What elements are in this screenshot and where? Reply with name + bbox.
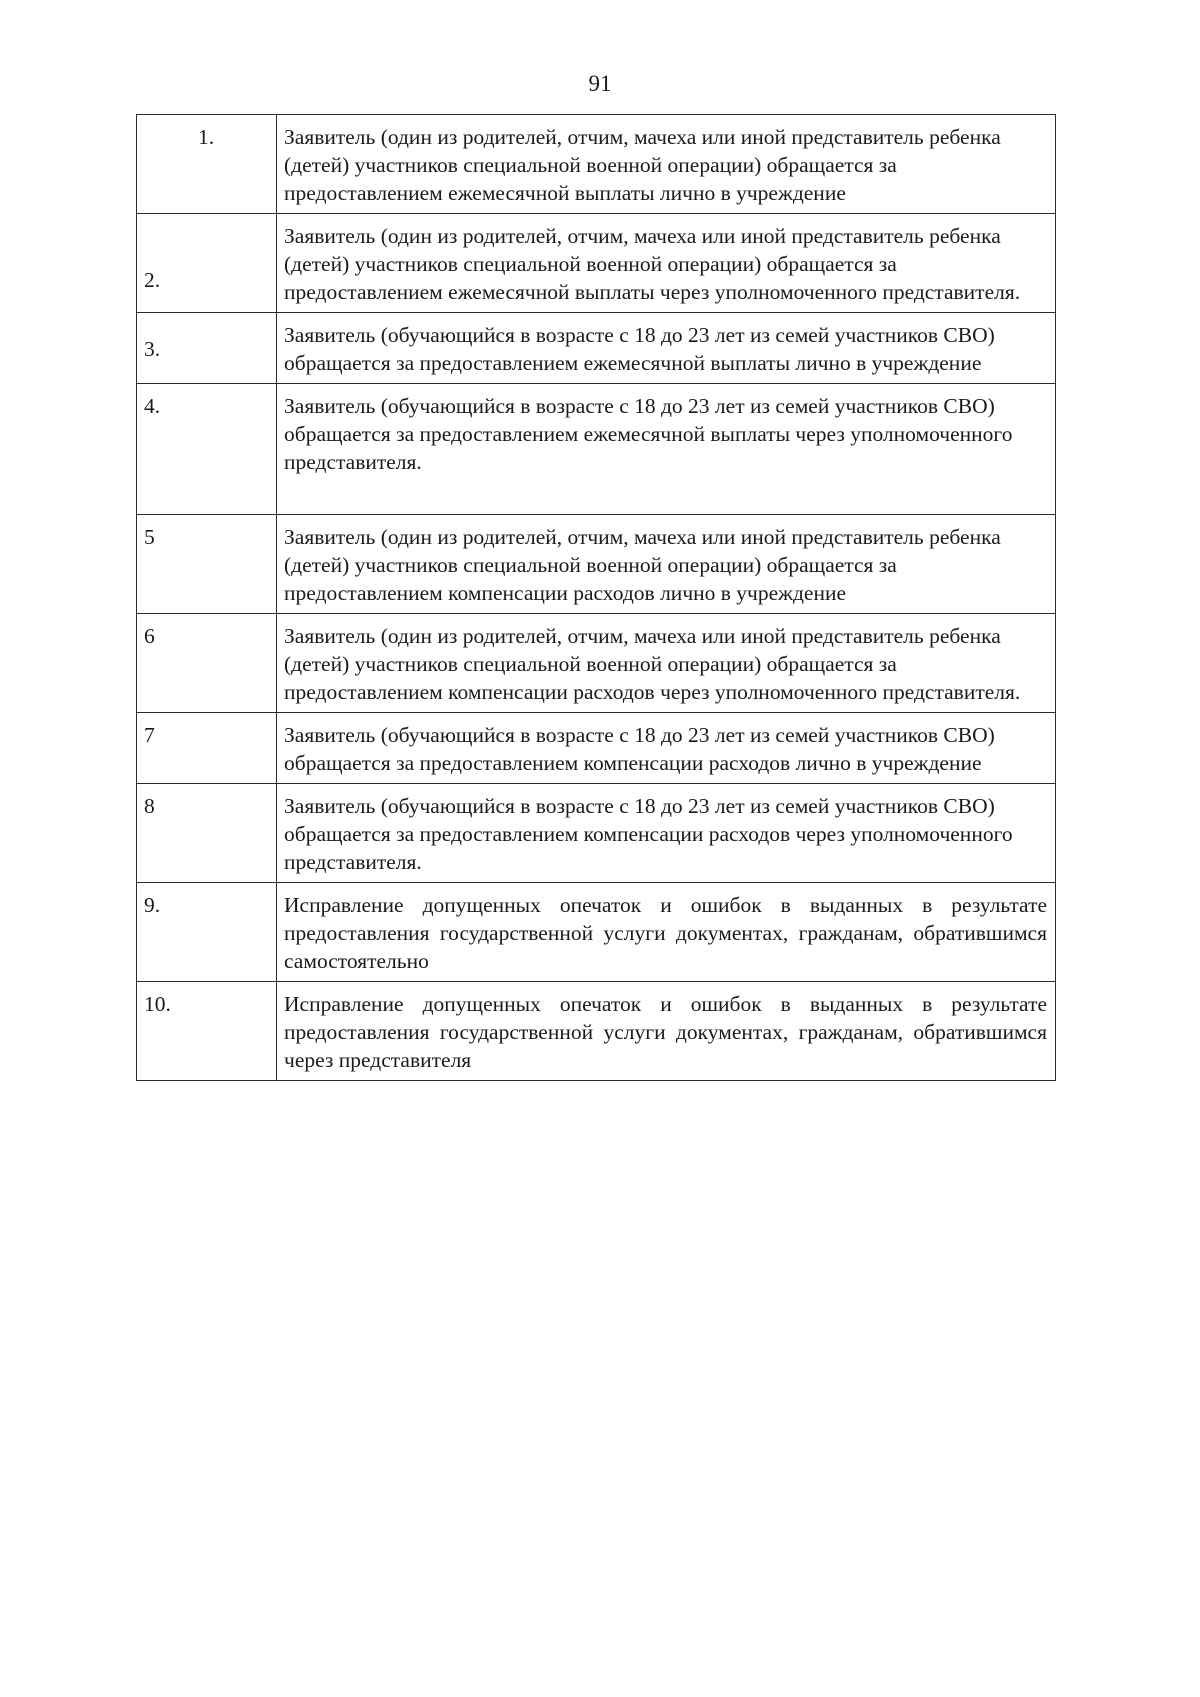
row-number: 8 (137, 784, 277, 883)
applicant-variants-table (136, 114, 1056, 1081)
table-row (137, 982, 1056, 1081)
row-description: Заявитель (один из родителей, отчим, мачеха или иной представитель ребенка (детей) участников специальной военной операции) обращается за предоставлением ежемесячной выплаты лично в учреждение (277, 115, 1056, 214)
table-row (137, 384, 1056, 515)
row-description: Исправление допущенных опечаток и ошибок в выданных в результате предоставления государственной услуги документах, гражданам, обратившимся через представителя (277, 982, 1056, 1081)
row-number: 2. (137, 214, 277, 313)
row-description: Заявитель (один из родителей, отчим, мачеха или иной представитель ребенка (детей) участников специальной военной операции) обращается за предоставлением ежемесячной выплаты через уполномоченного представителя. (277, 214, 1056, 313)
table-row (137, 313, 1056, 384)
table-row (137, 515, 1056, 614)
table-row (137, 784, 1056, 883)
row-description: Исправление допущенных опечаток и ошибок в выданных в результате предоставления государственной услуги документах, гражданам, обратившимся самостоятельно (277, 883, 1056, 982)
row-description: Заявитель (обучающийся в возрасте с 18 до 23 лет из семей участников СВО) обращается за предоставлением ежемесячной выплаты лично в учреждение (277, 313, 1056, 384)
row-description: Заявитель (один из родителей, отчим, мачеха или иной представитель ребенка (детей) участников специальной военной операции) обращается за предоставлением компенсации расходов лично в учреждение (277, 515, 1056, 614)
row-number: 3. (137, 313, 277, 384)
row-description: Заявитель (обучающийся в возрасте с 18 до 23 лет из семей участников СВО) обращается за предоставлением ежемесячной выплаты через уполномоченного представителя. (277, 384, 1056, 515)
table-row (137, 214, 1056, 313)
row-description: Заявитель (один из родителей, отчим, мачеха или иной представитель ребенка (детей) участников специальной военной операции) обращается за предоставлением компенсации расходов через уполномоченного представителя. (277, 614, 1056, 713)
row-number: 7 (137, 713, 277, 784)
table-row (137, 614, 1056, 713)
table-row (137, 115, 1056, 214)
row-number: 1. (137, 115, 277, 214)
page-number: 91 (588, 71, 612, 96)
row-number: 9. (137, 883, 277, 982)
table-row (137, 713, 1056, 784)
row-number: 5 (137, 515, 277, 614)
row-description: Заявитель (обучающийся в возрасте с 18 до 23 лет из семей участников СВО) обращается за предоставлением компенсации расходов через уполномоченного представителя. (277, 784, 1056, 883)
row-number: 4. (137, 384, 277, 515)
row-number: 6 (137, 614, 277, 713)
table-row (137, 883, 1056, 982)
row-number: 10. (137, 982, 277, 1081)
row-description: Заявитель (обучающийся в возрасте с 18 до 23 лет из семей участников СВО) обращается за предоставлением компенсации расходов лично в учреждение (277, 713, 1056, 784)
